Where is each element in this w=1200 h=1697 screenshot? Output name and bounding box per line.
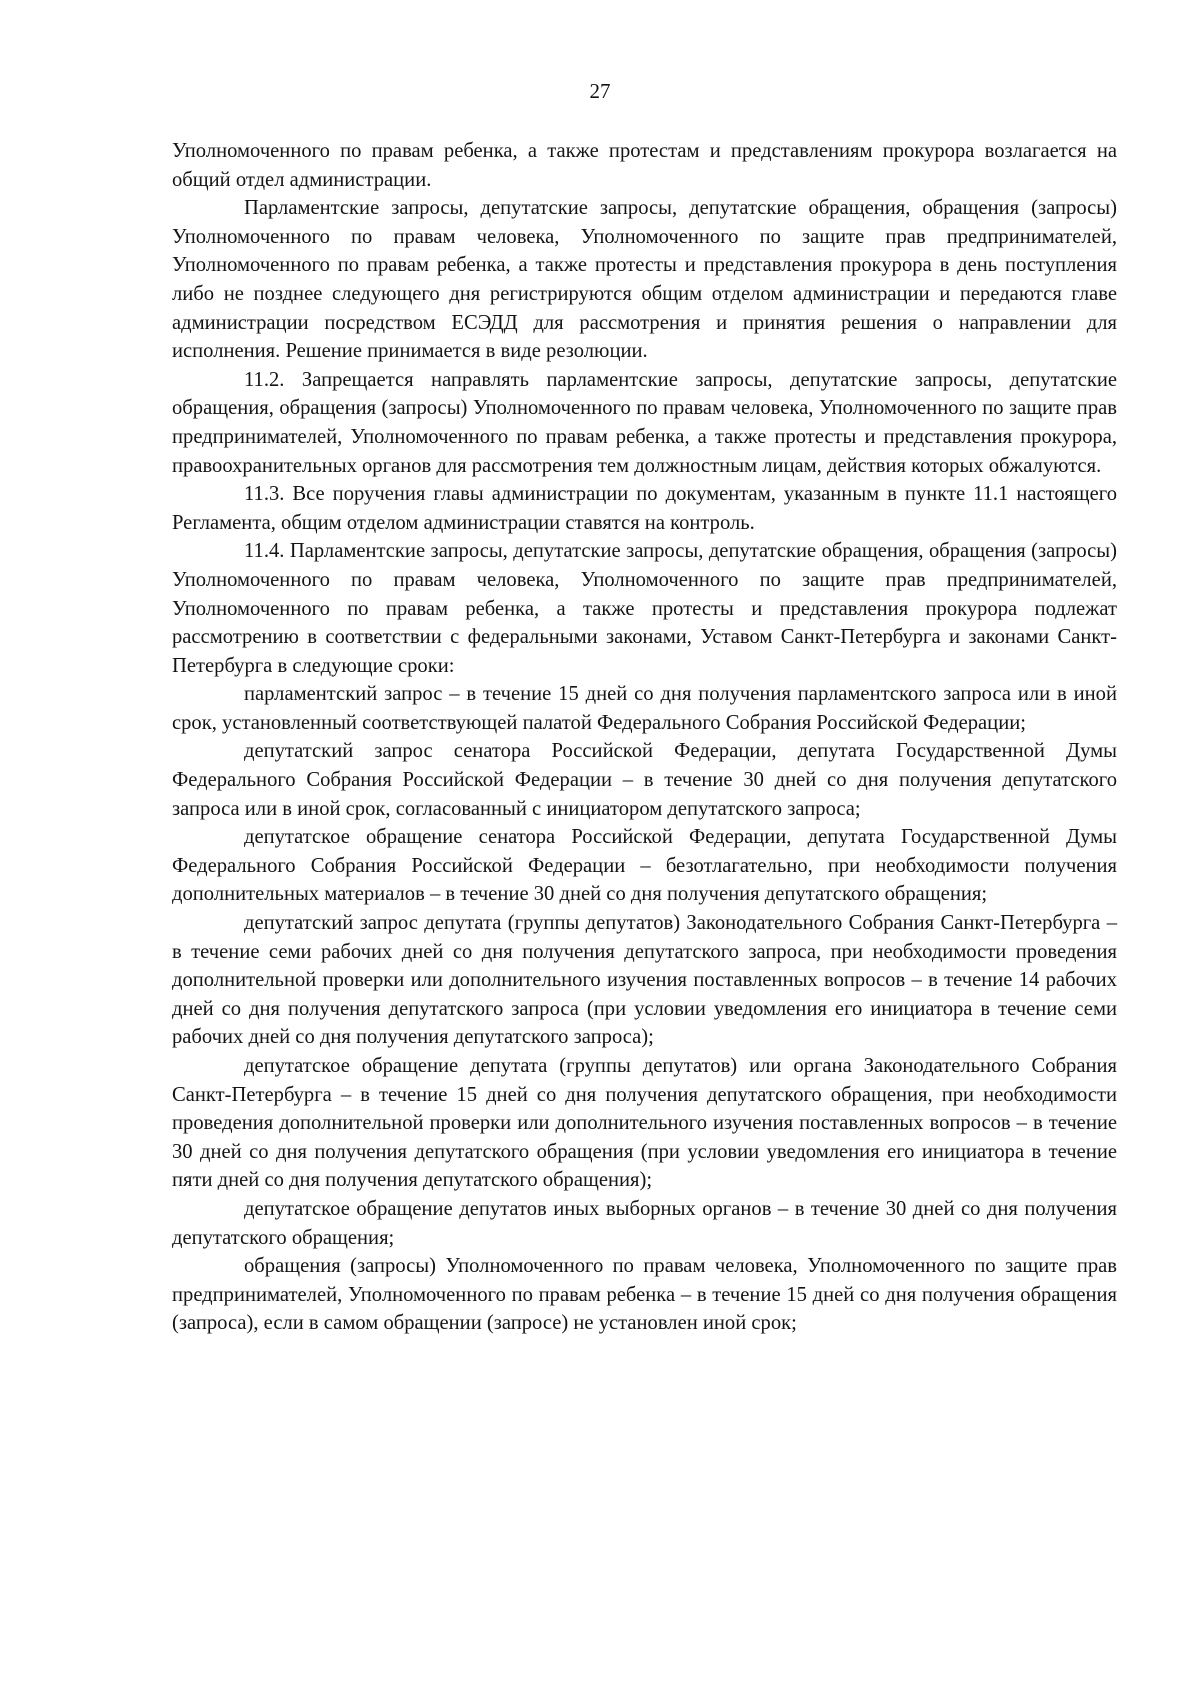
list-item-senator-request: депутатский запрос сенатора Российской Федерации, депутата Государственной Думы Федерального Собрания Российской Федерации – в течение 30 дней со дня получения депутатского запроса или в иной срок, согласованный с инициатором депутатского запроса; [172, 740, 1117, 820]
list-item-spb-deputy-request: депутатский запрос депутата (группы депутатов) Законодательного Собрания Санкт-Петербурга – в течение семи рабочих дней со дня получения депутатского запроса, при необходимости проведения дополнительной проверки или дополнительного изучения поставленных вопросов – в течение 14 рабочих дней со дня получения депутатского запроса (при условии уведомления его инициатора в течение семи рабочих дней со дня получения депутатского запроса); [172, 912, 1117, 1049]
page-number: 27 [589, 79, 611, 103]
paragraph-11-3: 11.3. Все поручения главы администрации по документам, указанным в пункте 11.1 настоящего Регламента, общим отделом администрации ставятся на контроль. [172, 483, 1117, 534]
paragraph-registration: Парламентские запросы, депутатские запросы, депутатские обращения, обращения (запросы) Уполномоченного по правам человека, Уполномоченного по защите прав предпринимателей, Уполномоченного по правам ребенка, а также протесты и представления прокурора в день поступления либо не позднее следующего дня регистрируются общим отделом администрации и передаются главе администрации посредством ЕСЭДД для рассмотрения и принятия решения о направлении для исполнения. Решение принимается в виде резолюции. [172, 197, 1117, 363]
paragraph-11-2: 11.2. Запрещается направлять парламентские запросы, депутатские запросы, депутатские обращения, обращения (запросы) Уполномоченного по правам человека, Уполномоченного по защите прав предпринимателей, Уполномоченного по правам ребенка, а также протесты и представления прокурора, правоохранительных органов для рассмотрения тем должностным лицам, действия которых обжалуются. [172, 368, 1117, 477]
paragraph-continuation: Уполномоченного по правам ребенка, а также протестам и представлениям прокурора возлагается на общий отдел администрации. [172, 140, 1117, 191]
list-item-parliamentary-request: парламентский запрос – в течение 15 дней со дня получения парламентского запроса или в иной срок, установленный соответствующей палатой Федерального Собрания Российской Федерации; [172, 683, 1117, 734]
document-body [172, 137, 1117, 1338]
list-item-ombudsman-requests: обращения (запросы) Уполномоченного по правам человека, Уполномоченного по защите прав предпринимателей, Уполномоченного по правам ребенка – в течение 15 дней со дня получения обращения (запроса), если в самом обращении (запросе) не установлен иной срок; [172, 1255, 1117, 1335]
list-item-other-deputies-appeal: депутатское обращение депутатов иных выборных органов – в течение 30 дней со дня получения депутатского обращения; [172, 1197, 1117, 1249]
list-item-spb-deputy-appeal: депутатское обращение депутата (группы депутатов) или органа Законодательного Собрания Санкт-Петербурга – в течение 15 дней со дня получения депутатского обращения, при необходимости проведения дополнительной проверки или дополнительного изучения поставленных вопросов – в течение 30 дней со дня получения депутатского обращения (при условии уведомления его инициатора в течение пяти дней со дня получения депутатского обращения); [172, 1055, 1117, 1192]
paragraph-11-4: 11.4. Парламентские запросы, депутатские запросы, депутатские обращения, обращения (запросы) Уполномоченного по правам человека, Уполномоченного по защите прав предпринимателей, Уполномоченного по правам ребенка, а также протесты и представления прокурора подлежат рассмотрению в соответствии с федеральными законами, Уставом Санкт-Петербурга и законами Санкт-Петербурга в следующие сроки: [172, 540, 1117, 677]
list-item-senator-appeal: депутатское обращение сенатора Российской Федерации, депутата Государственной Думы Федерального Собрания Российской Федерации – безотлагательно, при необходимости получения дополнительных материалов – в течение 30 дней со дня получения депутатского обращения; [172, 826, 1117, 906]
